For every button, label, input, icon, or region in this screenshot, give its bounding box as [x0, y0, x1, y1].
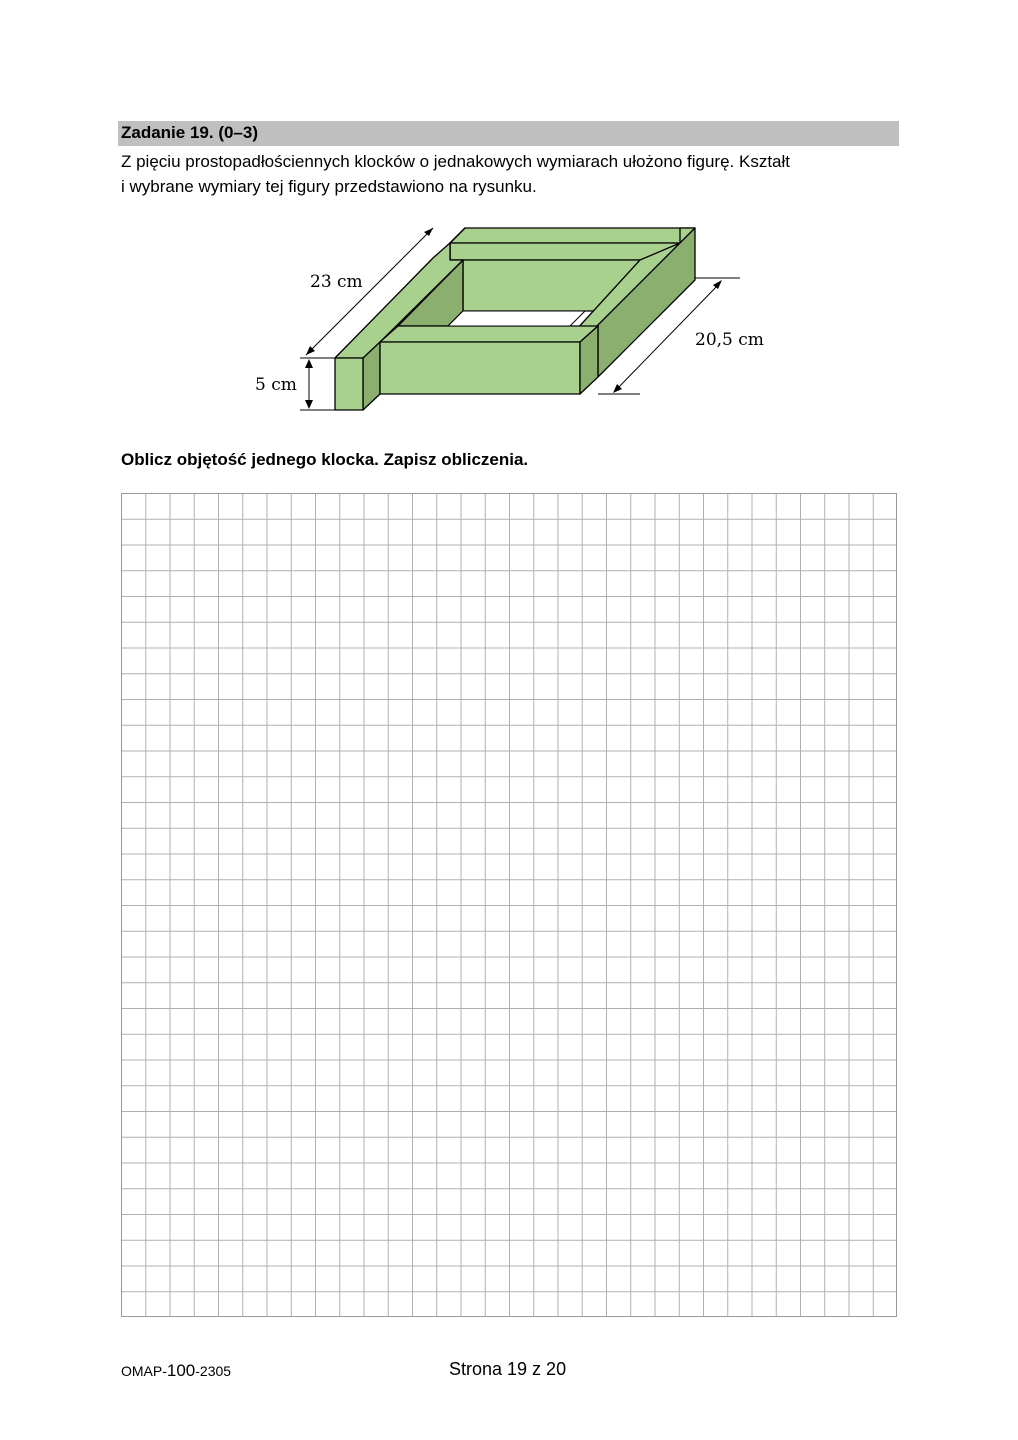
- task-title: Zadanie 19. (0–3): [121, 123, 259, 142]
- arrow-height-top: [305, 359, 313, 368]
- center-hole: [448, 311, 585, 326]
- width-label: 20,5 cm: [695, 330, 764, 350]
- task-intro: [121, 149, 901, 199]
- answer-grid[interactable]: [121, 493, 897, 1317]
- exam-code-suffix: -2305: [195, 1363, 232, 1379]
- exam-code-prefix: OMAP-: [121, 1363, 167, 1379]
- task-instruction: Oblicz objętość jednego klocka. Zapisz obliczenia.: [121, 450, 529, 469]
- length-label: 23 cm: [310, 272, 363, 292]
- front-block-top: [380, 326, 598, 342]
- intro-line-1: Z pięciu prostopadłościennych klocków o jednakowych wymiarach ułożono figurę. Kształt: [121, 152, 791, 171]
- intro-line-2: i wybrane wymiary tej figury przedstawiono na rysunku.: [121, 177, 537, 196]
- height-label: 5 cm: [255, 375, 297, 395]
- arrow-height-bottom: [305, 400, 313, 409]
- exam-code-middle: 100: [166, 1361, 196, 1380]
- arrow-width-end: [713, 280, 722, 289]
- page-number: Strona 19 z 20: [449, 1359, 567, 1379]
- back-block-top: [450, 228, 695, 243]
- exam-code: [121, 1361, 231, 1381]
- front-block-front: [380, 342, 580, 394]
- left-block-front: [335, 358, 363, 410]
- arrow-length-end: [424, 228, 433, 236]
- blocks-figure: [240, 215, 780, 415]
